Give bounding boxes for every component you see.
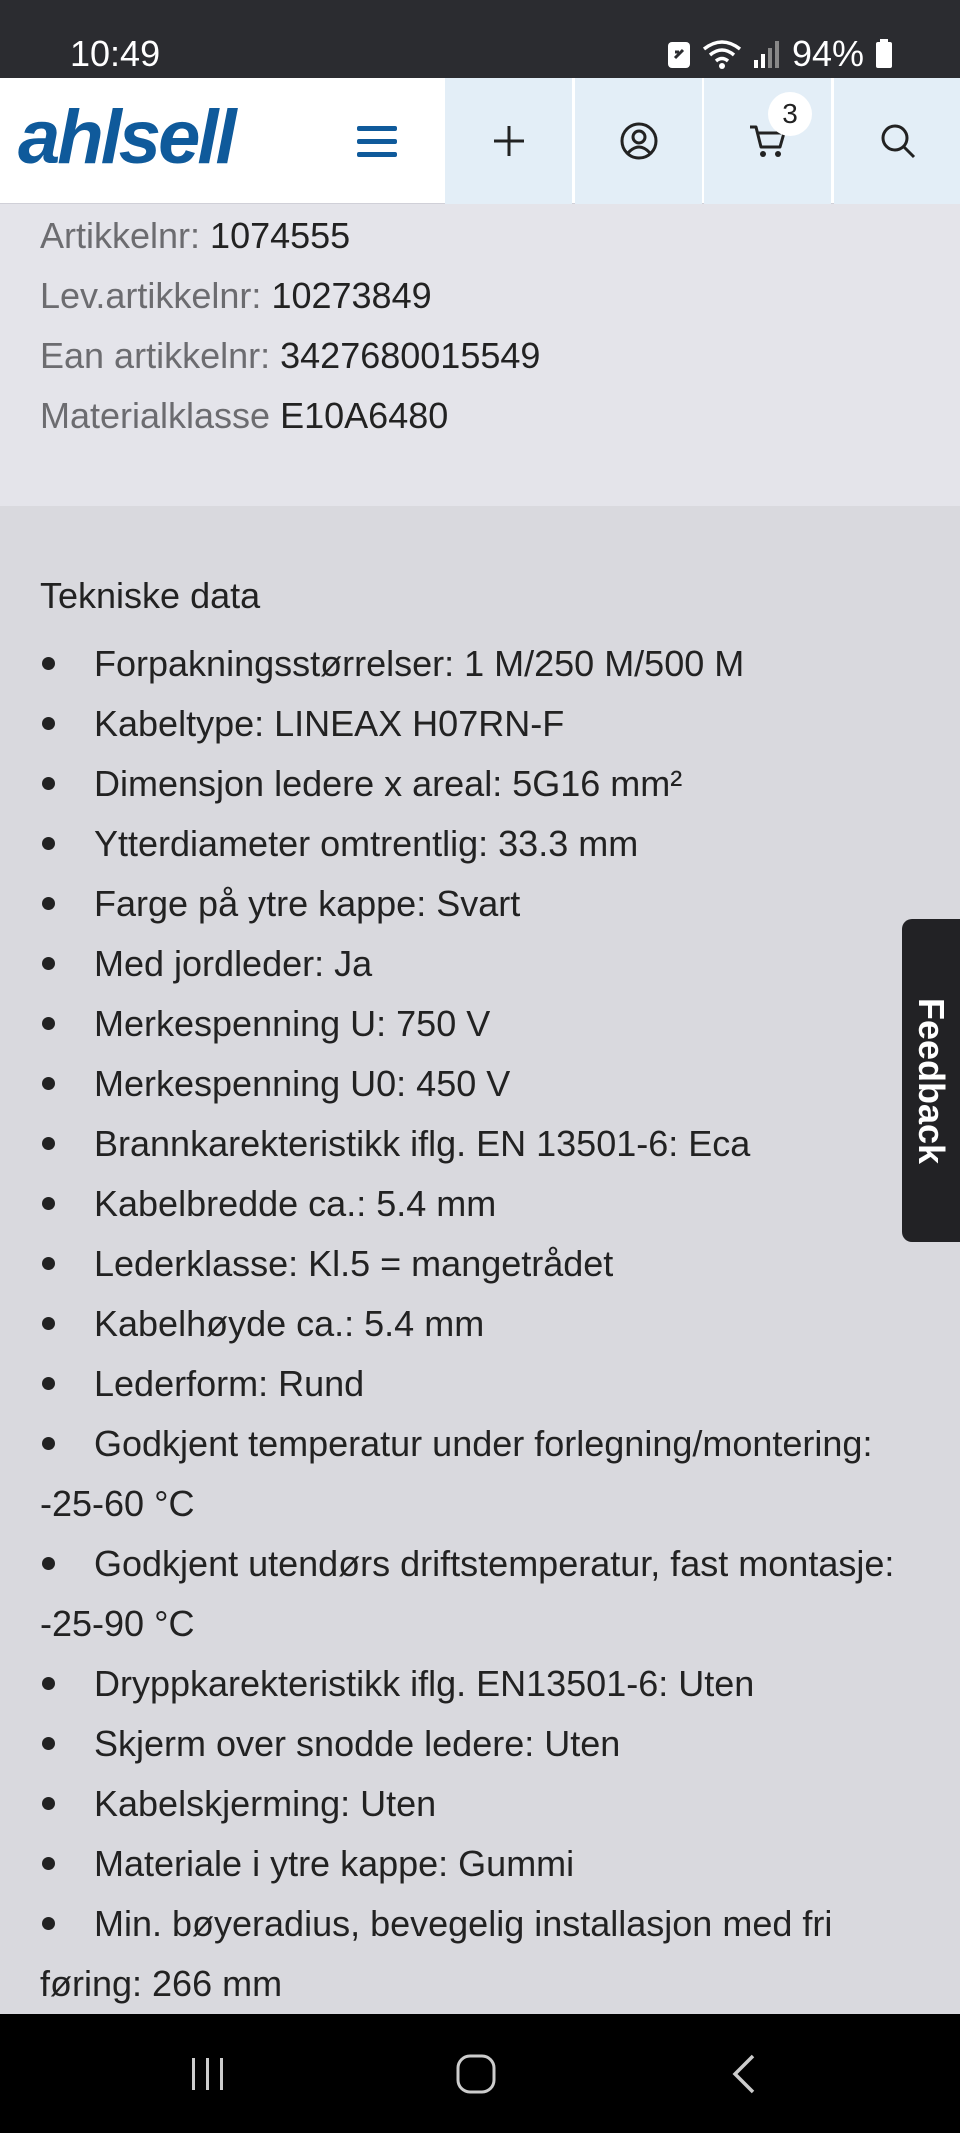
account-button[interactable] — [575, 78, 702, 204]
list-item-text: Dryppkarekteristikk iflg. EN13501-6: Uten — [94, 1663, 755, 1704]
bullet-icon — [42, 1557, 55, 1570]
status-icons — [666, 32, 894, 76]
list-item — [40, 694, 920, 754]
battery-icon — [874, 38, 894, 70]
list-item-text: Kabelbredde ca.: 5.4 mm — [94, 1183, 497, 1224]
product-info — [0, 204, 960, 506]
list-item-text: Min. bøyeradius, bevegelig installasjon med fri føring: 266 mm — [40, 1903, 833, 2004]
list-item-text: Merkespenning U: 750 V — [94, 1003, 491, 1044]
list-item — [40, 1114, 920, 1174]
list-item-text: Brannkarekteristikk iflg. EN 13501-6: Eca — [94, 1123, 751, 1164]
supplier-article-number-value: 10273849 — [271, 275, 432, 316]
bullet-icon — [42, 1917, 55, 1930]
ean-number-row — [40, 334, 540, 378]
bullet-icon — [42, 777, 55, 790]
list-item — [40, 994, 920, 1054]
list-item — [40, 1054, 920, 1114]
list-item — [40, 934, 920, 994]
battery-saver-icon — [666, 38, 692, 70]
feedback-label: Feedback — [911, 997, 952, 1164]
list-item-text: Godkjent utendørs driftstemperatur, fast montasje: -25-90 °C — [40, 1543, 895, 1644]
bullet-icon — [42, 1797, 55, 1810]
list-item-text: Merkespenning U0: 450 V — [94, 1063, 511, 1104]
recent-apps-button[interactable] — [148, 2014, 268, 2133]
bullet-icon — [42, 1197, 55, 1210]
list-item-text: Lederform: Rund — [94, 1363, 365, 1404]
list-item — [40, 1534, 920, 1654]
list-item — [40, 1894, 920, 2014]
hamburger-icon — [357, 124, 397, 158]
search-button[interactable] — [834, 78, 960, 204]
bullet-icon — [42, 1317, 55, 1330]
status-bar — [0, 0, 960, 78]
list-item-text: Lederklasse: Kl.5 = mangetrådet — [94, 1243, 614, 1284]
system-navigation-bar — [0, 2014, 960, 2133]
status-time: 10:49 — [70, 33, 161, 74]
bullet-icon — [42, 1437, 55, 1450]
list-item — [40, 1774, 920, 1834]
list-item-text: Dimensjon ledere x areal: 5G16 mm² — [94, 763, 683, 804]
list-item-text: Farge på ytre kappe: Svart — [94, 883, 521, 924]
list-item-text: Kabeltype: LINEAX H07RN-F — [94, 703, 565, 744]
bullet-icon — [42, 657, 55, 670]
list-item-text: Materiale i ytre kappe: Gummi — [94, 1843, 575, 1884]
back-button[interactable] — [684, 2014, 804, 2133]
supplier-article-number-label: Lev.artikkelnr: — [40, 275, 262, 316]
list-item — [40, 1414, 920, 1534]
article-number-row — [40, 214, 350, 258]
list-item — [40, 634, 920, 694]
wifi-icon — [702, 38, 742, 70]
list-item — [40, 874, 920, 934]
search-icon — [879, 122, 917, 160]
bullet-icon — [42, 837, 55, 850]
recent-apps-icon — [188, 2056, 228, 2092]
list-item — [40, 1834, 920, 1894]
signal-icon — [752, 38, 782, 70]
bullet-icon — [42, 1857, 55, 1870]
bullet-icon — [42, 1377, 55, 1390]
list-item — [40, 754, 920, 814]
bullet-icon — [42, 1677, 55, 1690]
battery-percent: 94% — [791, 33, 864, 74]
list-item-text: Kabelhøyde ca.: 5.4 mm — [94, 1303, 485, 1344]
bullet-icon — [42, 897, 55, 910]
list-item — [40, 1354, 920, 1414]
supplier-article-number-row — [40, 274, 432, 318]
list-item-text: Med jordleder: Ja — [94, 943, 373, 984]
bullet-icon — [42, 717, 55, 730]
technical-data-list — [40, 634, 920, 2014]
list-item — [40, 814, 920, 874]
list-item-text: Ytterdiameter omtrentlig: 33.3 mm — [94, 823, 639, 864]
list-item-text: Godkjent temperatur under forlegning/montering: -25-60 °C — [40, 1423, 873, 1524]
bullet-icon — [42, 1257, 55, 1270]
article-number-label: Artikkelnr: — [40, 215, 201, 256]
list-item — [40, 1294, 920, 1354]
menu-button[interactable] — [340, 104, 414, 178]
back-icon — [729, 2053, 759, 2095]
list-item-text: Forpakningsstørrelser: 1 M/250 M/500 M — [94, 643, 745, 684]
list-item — [40, 1654, 920, 1714]
home-icon — [455, 2053, 497, 2095]
bullet-icon — [42, 1137, 55, 1150]
list-item-text: Kabelskjerming: Uten — [94, 1783, 437, 1824]
feedback-tab[interactable] — [902, 919, 960, 1242]
cart-count-badge: 3 — [768, 92, 812, 136]
material-class-row — [40, 394, 448, 438]
plus-icon — [492, 124, 526, 158]
ean-number-value: 3427680015549 — [280, 335, 541, 376]
cart-button[interactable] — [704, 78, 831, 204]
list-item-text: Skjerm over snodde ledere: Uten — [94, 1723, 621, 1764]
list-item — [40, 1714, 920, 1774]
technical-data-heading: Tekniske data — [40, 575, 261, 616]
site-header — [0, 78, 960, 204]
home-button[interactable] — [416, 2014, 536, 2133]
user-icon — [619, 121, 659, 161]
material-class-label: Materialklasse — [40, 395, 271, 436]
material-class-value: E10A6480 — [280, 395, 449, 436]
ean-number-label: Ean artikkelnr: — [40, 335, 271, 376]
bullet-icon — [42, 1737, 55, 1750]
bullet-icon — [42, 957, 55, 970]
bullet-icon — [42, 1077, 55, 1090]
ahlsell-logo[interactable]: ahlsell — [18, 95, 234, 180]
list-item — [40, 1174, 920, 1234]
bullet-icon — [42, 1017, 55, 1030]
technical-data-section — [0, 506, 960, 2014]
list-item — [40, 1234, 920, 1294]
add-button[interactable] — [445, 78, 572, 204]
article-number-value: 1074555 — [210, 215, 351, 256]
